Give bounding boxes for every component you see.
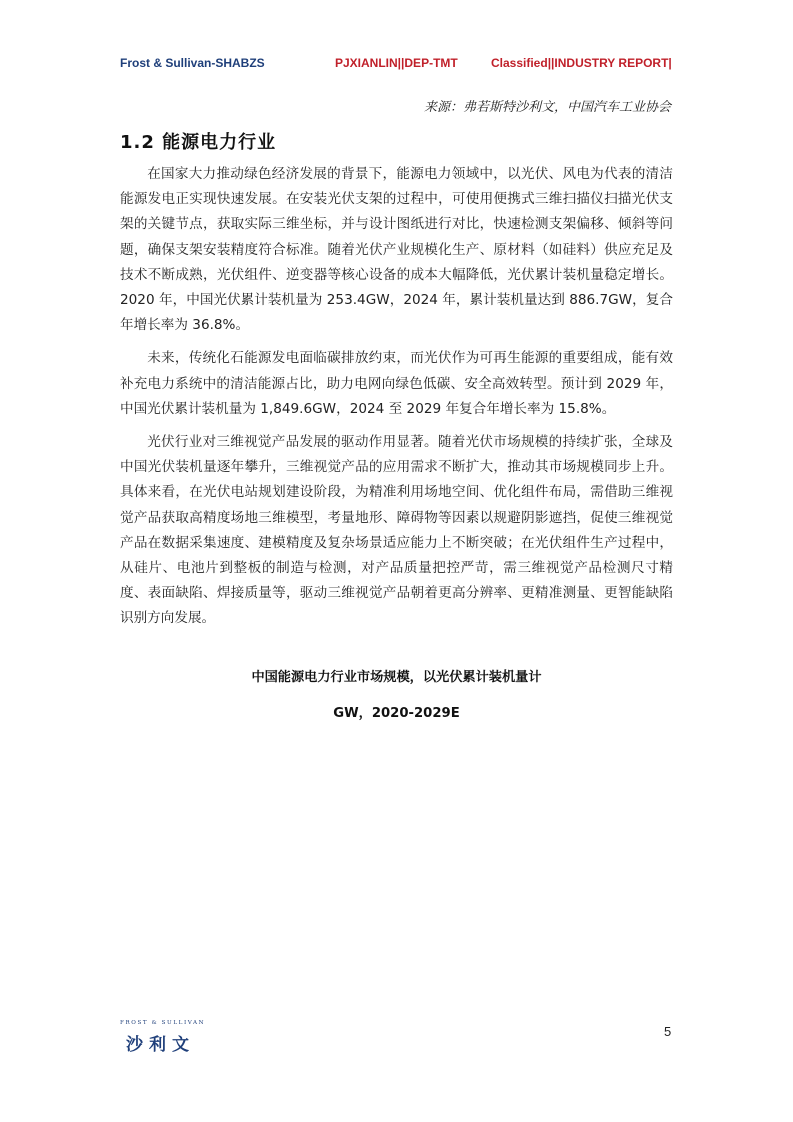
section-body [120,162,673,640]
paragraph: 未来，传统化石能源发电面临碳排放约束，而光伏作为可再生能源的重要组成，能有效补充电力系统中的清洁能源占比，助力电网向绿色低碳、安全高效转型。预计到 2029 年，中国光伏累计装机量为 1,849.6GW，2024 至 2029 年复合年增长率为 15.8%。 [120,350,673,417]
page-header [0,56,793,76]
source-note: 来源：弗若斯特沙利文，中国汽车工业协会 [423,100,671,115]
paragraph: 在国家大力推动绿色经济发展的背景下，能源电力领域中，以光伏、风电为代表的清洁能源发电正实现快速发展。在安装光伏支架的过程中，可使用便携式三维扫描仪扫描光伏支架的关键节点，获取实际三维坐标，并与设计图纸进行对比，快速检测支架偏移、倾斜等问题，确保支架安装精度符合标准。随着光伏产业规模化生产、原材料（如硅料）供应充足及技术不断成熟，光伏组件、逆变器等核心设备的成本大幅降低，光伏累计装机量稳定增长。2020 年，中国光伏累计装机量为 253.4GW，2024 年，累计装机量达到 886.7GW，复合年增长率为 36.8%。 [120,166,673,334]
page-number: 5 [664,1024,672,1039]
figure-caption-title: 中国能源电力行业市场规模，以光伏累计装机量计 [251,670,542,685]
logo-name: 沙利文 [126,1035,195,1055]
header-company: Frost & Sullivan-SHABZS [120,56,265,70]
header-department: PJXIANLIN||DEP-TMT [335,56,458,70]
paragraph: 光伏行业对三维视觉产品发展的驱动作用显著。随着光伏市场规模的持续扩张，全球及中国光伏装机量逐年攀升，三维视觉产品的应用需求不断扩大，推动其市场规模同步上升。具体来看，在光伏电站规划建设阶段，为精准利用场地空间、优化组件布局，需借助三维视觉产品获取高精度场地三维模型，考量地形、障碍物等因素以规避阴影遮挡，促使三维视觉产品在数据采集速度、建模精度及复杂场景适应能力上不断突破；在光伏组件生产过程中，从硅片、电池片到整板的制造与检测，对产品质量把控严苛，需三维视觉产品检测尺寸精度、表面缺陷、焊接质量等，驱动三维视觉产品朝着更高分辨率、更精准测量、更智能缺陷识别方向发展。 [120,434,673,627]
figure-caption-subtitle: GW，2020-2029E [333,706,460,721]
sullivan-logo [120,1020,212,1056]
section-title: 1.2 能源电力行业 [120,132,277,153]
logo-tagline: FROST & SULLIVAN [120,1020,206,1026]
header-classification: Classified||INDUSTRY REPORT| [491,56,672,70]
